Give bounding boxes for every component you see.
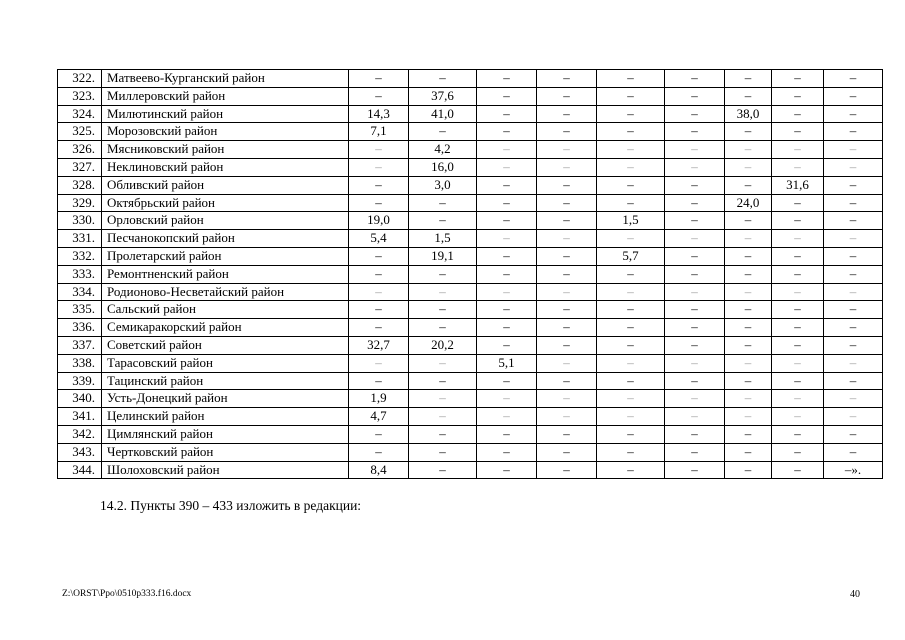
value-cell: – xyxy=(597,461,665,479)
value-cell: – xyxy=(349,265,409,283)
footer-file-path: Z:\ORST\Ppo\0510p333.f16.docx xyxy=(62,589,192,599)
district-name: Неклиновский район xyxy=(102,158,349,176)
value-cell: – xyxy=(665,176,725,194)
value-cell: – xyxy=(824,230,883,248)
value-cell: – xyxy=(772,283,824,301)
value-cell: – xyxy=(665,230,725,248)
table-row xyxy=(58,265,883,283)
value-cell: – xyxy=(537,105,597,123)
value-cell: – xyxy=(597,158,665,176)
value-cell: – xyxy=(409,265,477,283)
value-cell: – xyxy=(665,123,725,141)
value-cell: – xyxy=(537,70,597,88)
value-cell: – xyxy=(537,158,597,176)
district-name: Орловский район xyxy=(102,212,349,230)
value-cell: – xyxy=(477,247,537,265)
value-cell: – xyxy=(537,141,597,159)
value-cell: – xyxy=(477,230,537,248)
district-name: Пролетарский район xyxy=(102,247,349,265)
page-number: 40 xyxy=(850,589,860,600)
value-cell: – xyxy=(409,212,477,230)
value-cell: – xyxy=(477,372,537,390)
value-cell: –». xyxy=(824,461,883,479)
value-cell: – xyxy=(597,425,665,443)
row-number: 341. xyxy=(58,408,102,426)
value-cell: – xyxy=(597,336,665,354)
value-cell: 5,7 xyxy=(597,247,665,265)
value-cell: – xyxy=(537,176,597,194)
value-cell: 41,0 xyxy=(409,105,477,123)
value-cell: – xyxy=(772,461,824,479)
table-row xyxy=(58,408,883,426)
value-cell: – xyxy=(665,247,725,265)
district-name: Цимлянский район xyxy=(102,425,349,443)
value-cell: – xyxy=(537,123,597,141)
value-cell: 31,6 xyxy=(772,176,824,194)
value-cell: – xyxy=(665,372,725,390)
value-cell: 4,2 xyxy=(409,141,477,159)
table-row xyxy=(58,141,883,159)
value-cell: – xyxy=(349,194,409,212)
table-row xyxy=(58,319,883,337)
district-name: Песчанокопский район xyxy=(102,230,349,248)
value-cell: – xyxy=(537,425,597,443)
value-cell: – xyxy=(597,319,665,337)
district-name: Мясниковский район xyxy=(102,141,349,159)
value-cell: – xyxy=(409,70,477,88)
row-number: 328. xyxy=(58,176,102,194)
value-cell: – xyxy=(597,354,665,372)
table-row xyxy=(58,105,883,123)
value-cell: – xyxy=(477,123,537,141)
table-row xyxy=(58,336,883,354)
value-cell: – xyxy=(477,390,537,408)
district-name: Милютинский район xyxy=(102,105,349,123)
value-cell: 19,1 xyxy=(409,247,477,265)
value-cell: – xyxy=(349,354,409,372)
row-number: 331. xyxy=(58,230,102,248)
value-cell: 1,5 xyxy=(409,230,477,248)
district-name: Целинский район xyxy=(102,408,349,426)
value-cell: – xyxy=(477,87,537,105)
row-number: 339. xyxy=(58,372,102,390)
value-cell: – xyxy=(597,230,665,248)
value-cell: – xyxy=(409,408,477,426)
district-name: Тарасовский район xyxy=(102,354,349,372)
value-cell: – xyxy=(824,283,883,301)
table-row xyxy=(58,443,883,461)
value-cell: – xyxy=(772,87,824,105)
value-cell: – xyxy=(597,390,665,408)
value-cell: – xyxy=(349,247,409,265)
value-cell: – xyxy=(824,336,883,354)
value-cell: – xyxy=(477,212,537,230)
value-cell: 5,1 xyxy=(477,354,537,372)
value-cell: – xyxy=(665,319,725,337)
value-cell: 5,4 xyxy=(349,230,409,248)
value-cell: – xyxy=(772,105,824,123)
value-cell: 4,7 xyxy=(349,408,409,426)
table-row xyxy=(58,158,883,176)
value-cell: – xyxy=(665,408,725,426)
value-cell: – xyxy=(665,390,725,408)
value-cell: – xyxy=(409,443,477,461)
value-cell: – xyxy=(824,70,883,88)
value-cell: – xyxy=(597,194,665,212)
value-cell: – xyxy=(597,372,665,390)
table-row xyxy=(58,283,883,301)
table-row xyxy=(58,176,883,194)
value-cell: – xyxy=(824,265,883,283)
table-row xyxy=(58,301,883,319)
value-cell: – xyxy=(477,70,537,88)
value-cell: – xyxy=(725,70,772,88)
table-row xyxy=(58,230,883,248)
table-row xyxy=(58,194,883,212)
value-cell: – xyxy=(349,283,409,301)
value-cell: – xyxy=(477,408,537,426)
value-cell: – xyxy=(725,158,772,176)
value-cell: – xyxy=(597,87,665,105)
value-cell: 24,0 xyxy=(725,194,772,212)
value-cell: – xyxy=(824,301,883,319)
value-cell: 16,0 xyxy=(409,158,477,176)
value-cell: – xyxy=(772,390,824,408)
row-number: 338. xyxy=(58,354,102,372)
row-number: 342. xyxy=(58,425,102,443)
value-cell: – xyxy=(824,425,883,443)
value-cell: – xyxy=(665,354,725,372)
value-cell: – xyxy=(772,301,824,319)
district-name: Тацинский район xyxy=(102,372,349,390)
value-cell: – xyxy=(537,194,597,212)
row-number: 332. xyxy=(58,247,102,265)
row-number: 336. xyxy=(58,319,102,337)
value-cell: – xyxy=(477,105,537,123)
value-cell: 20,2 xyxy=(409,336,477,354)
value-cell: – xyxy=(824,390,883,408)
value-cell: – xyxy=(349,87,409,105)
value-cell: – xyxy=(349,425,409,443)
value-cell: – xyxy=(409,390,477,408)
value-cell: – xyxy=(824,158,883,176)
value-cell: – xyxy=(477,301,537,319)
value-cell: – xyxy=(725,425,772,443)
table-row xyxy=(58,390,883,408)
value-cell: – xyxy=(597,283,665,301)
value-cell: – xyxy=(772,230,824,248)
value-cell: 3,0 xyxy=(409,176,477,194)
value-cell: – xyxy=(537,265,597,283)
value-cell: – xyxy=(772,408,824,426)
value-cell: – xyxy=(772,425,824,443)
value-cell: – xyxy=(824,247,883,265)
row-number: 330. xyxy=(58,212,102,230)
value-cell: – xyxy=(772,319,824,337)
table-row xyxy=(58,425,883,443)
value-cell: – xyxy=(772,158,824,176)
value-cell: – xyxy=(597,141,665,159)
value-cell: – xyxy=(477,283,537,301)
value-cell: – xyxy=(409,123,477,141)
value-cell: – xyxy=(409,283,477,301)
data-table xyxy=(57,69,883,479)
value-cell: – xyxy=(537,212,597,230)
value-cell: – xyxy=(349,70,409,88)
value-cell: – xyxy=(477,461,537,479)
value-cell: – xyxy=(725,301,772,319)
row-number: 337. xyxy=(58,336,102,354)
value-cell: 8,4 xyxy=(349,461,409,479)
value-cell: – xyxy=(349,443,409,461)
value-cell: – xyxy=(537,301,597,319)
row-number: 340. xyxy=(58,390,102,408)
row-number: 325. xyxy=(58,123,102,141)
value-cell: – xyxy=(725,390,772,408)
table-row xyxy=(58,70,883,88)
district-name: Матвеево-Курганский район xyxy=(102,70,349,88)
value-cell: – xyxy=(725,461,772,479)
row-number: 326. xyxy=(58,141,102,159)
value-cell: – xyxy=(477,319,537,337)
value-cell: – xyxy=(824,443,883,461)
value-cell: – xyxy=(349,176,409,194)
value-cell: – xyxy=(597,176,665,194)
value-cell: – xyxy=(477,176,537,194)
row-number: 329. xyxy=(58,194,102,212)
district-name: Семикаракорский район xyxy=(102,319,349,337)
value-cell: – xyxy=(725,319,772,337)
district-name: Усть-Донецкий район xyxy=(102,390,349,408)
value-cell: – xyxy=(725,372,772,390)
value-cell: – xyxy=(824,408,883,426)
value-cell: – xyxy=(824,105,883,123)
value-cell: – xyxy=(725,87,772,105)
value-cell: 1,5 xyxy=(597,212,665,230)
value-cell: – xyxy=(537,461,597,479)
district-name: Чертковский район xyxy=(102,443,349,461)
value-cell: – xyxy=(597,123,665,141)
district-name: Миллеровский район xyxy=(102,87,349,105)
district-name: Ремонтненский район xyxy=(102,265,349,283)
value-cell: 1,9 xyxy=(349,390,409,408)
value-cell: – xyxy=(597,301,665,319)
value-cell: – xyxy=(725,230,772,248)
value-cell: – xyxy=(349,319,409,337)
value-cell: – xyxy=(665,212,725,230)
value-cell: – xyxy=(725,443,772,461)
value-cell: – xyxy=(537,247,597,265)
value-cell: – xyxy=(725,408,772,426)
district-name: Родионово-Несветайский район xyxy=(102,283,349,301)
value-cell: – xyxy=(665,301,725,319)
value-cell: – xyxy=(537,87,597,105)
value-cell: – xyxy=(477,158,537,176)
value-cell: – xyxy=(665,141,725,159)
value-cell: – xyxy=(824,194,883,212)
value-cell: – xyxy=(409,354,477,372)
row-number: 334. xyxy=(58,283,102,301)
value-cell: – xyxy=(409,461,477,479)
value-cell: – xyxy=(772,141,824,159)
value-cell: – xyxy=(824,123,883,141)
paragraph-text: 14.2. Пункты 390 – 433 изложить в редакции: xyxy=(100,498,362,513)
value-cell: – xyxy=(725,354,772,372)
value-cell: – xyxy=(665,87,725,105)
value-cell: – xyxy=(409,319,477,337)
district-name: Шолоховский район xyxy=(102,461,349,479)
value-cell: – xyxy=(597,265,665,283)
table-row xyxy=(58,372,883,390)
value-cell: – xyxy=(597,443,665,461)
value-cell: 7,1 xyxy=(349,123,409,141)
row-number: 324. xyxy=(58,105,102,123)
value-cell: – xyxy=(477,336,537,354)
value-cell: – xyxy=(824,212,883,230)
value-cell: – xyxy=(477,443,537,461)
value-cell: – xyxy=(772,247,824,265)
value-cell: – xyxy=(537,319,597,337)
value-cell: – xyxy=(349,301,409,319)
value-cell: – xyxy=(725,141,772,159)
value-cell: – xyxy=(537,372,597,390)
value-cell: – xyxy=(772,336,824,354)
value-cell: – xyxy=(409,425,477,443)
value-cell: – xyxy=(725,176,772,194)
value-cell: – xyxy=(665,425,725,443)
value-cell: – xyxy=(725,123,772,141)
district-name: Морозовский район xyxy=(102,123,349,141)
value-cell: – xyxy=(665,70,725,88)
table-row xyxy=(58,461,883,479)
table-row xyxy=(58,212,883,230)
value-cell: – xyxy=(725,265,772,283)
value-cell: – xyxy=(537,354,597,372)
value-cell: – xyxy=(772,265,824,283)
value-cell: – xyxy=(409,372,477,390)
value-cell: – xyxy=(665,265,725,283)
value-cell: 32,7 xyxy=(349,336,409,354)
table-row xyxy=(58,123,883,141)
value-cell: – xyxy=(537,336,597,354)
table-row xyxy=(58,87,883,105)
value-cell: – xyxy=(477,194,537,212)
value-cell: – xyxy=(537,283,597,301)
value-cell: – xyxy=(537,408,597,426)
value-cell: – xyxy=(824,87,883,105)
value-cell: – xyxy=(409,301,477,319)
value-cell: 14,3 xyxy=(349,105,409,123)
value-cell: – xyxy=(725,247,772,265)
row-number: 335. xyxy=(58,301,102,319)
value-cell: – xyxy=(824,319,883,337)
value-cell: – xyxy=(349,158,409,176)
district-name: Советский район xyxy=(102,336,349,354)
value-cell: – xyxy=(772,372,824,390)
value-cell: – xyxy=(824,354,883,372)
value-cell: – xyxy=(597,408,665,426)
value-cell: – xyxy=(725,212,772,230)
value-cell: 37,6 xyxy=(409,87,477,105)
value-cell: – xyxy=(772,212,824,230)
value-cell: – xyxy=(665,194,725,212)
value-cell: – xyxy=(772,70,824,88)
value-cell: 19,0 xyxy=(349,212,409,230)
value-cell: – xyxy=(824,176,883,194)
value-cell: – xyxy=(665,105,725,123)
value-cell: – xyxy=(477,425,537,443)
value-cell: – xyxy=(349,141,409,159)
value-cell: – xyxy=(537,390,597,408)
district-name: Сальский район xyxy=(102,301,349,319)
value-cell: – xyxy=(824,141,883,159)
row-number: 322. xyxy=(58,70,102,88)
value-cell: – xyxy=(772,194,824,212)
district-name: Обливский район xyxy=(102,176,349,194)
value-cell: – xyxy=(665,283,725,301)
district-name: Октябрьский район xyxy=(102,194,349,212)
row-number: 327. xyxy=(58,158,102,176)
value-cell: – xyxy=(824,372,883,390)
value-cell: – xyxy=(537,443,597,461)
value-cell: – xyxy=(597,70,665,88)
row-number: 323. xyxy=(58,87,102,105)
row-number: 343. xyxy=(58,443,102,461)
value-cell: – xyxy=(772,443,824,461)
value-cell: – xyxy=(409,194,477,212)
value-cell: – xyxy=(477,141,537,159)
value-cell: – xyxy=(477,265,537,283)
value-cell: – xyxy=(725,336,772,354)
value-cell: – xyxy=(665,443,725,461)
value-cell: – xyxy=(665,461,725,479)
row-number: 344. xyxy=(58,461,102,479)
value-cell: – xyxy=(665,158,725,176)
value-cell: – xyxy=(349,372,409,390)
value-cell: – xyxy=(537,230,597,248)
value-cell: – xyxy=(725,283,772,301)
value-cell: – xyxy=(772,354,824,372)
value-cell: – xyxy=(665,336,725,354)
value-cell: – xyxy=(772,123,824,141)
value-cell: – xyxy=(597,105,665,123)
value-cell: 38,0 xyxy=(725,105,772,123)
table-row xyxy=(58,354,883,372)
row-number: 333. xyxy=(58,265,102,283)
table-row xyxy=(58,247,883,265)
